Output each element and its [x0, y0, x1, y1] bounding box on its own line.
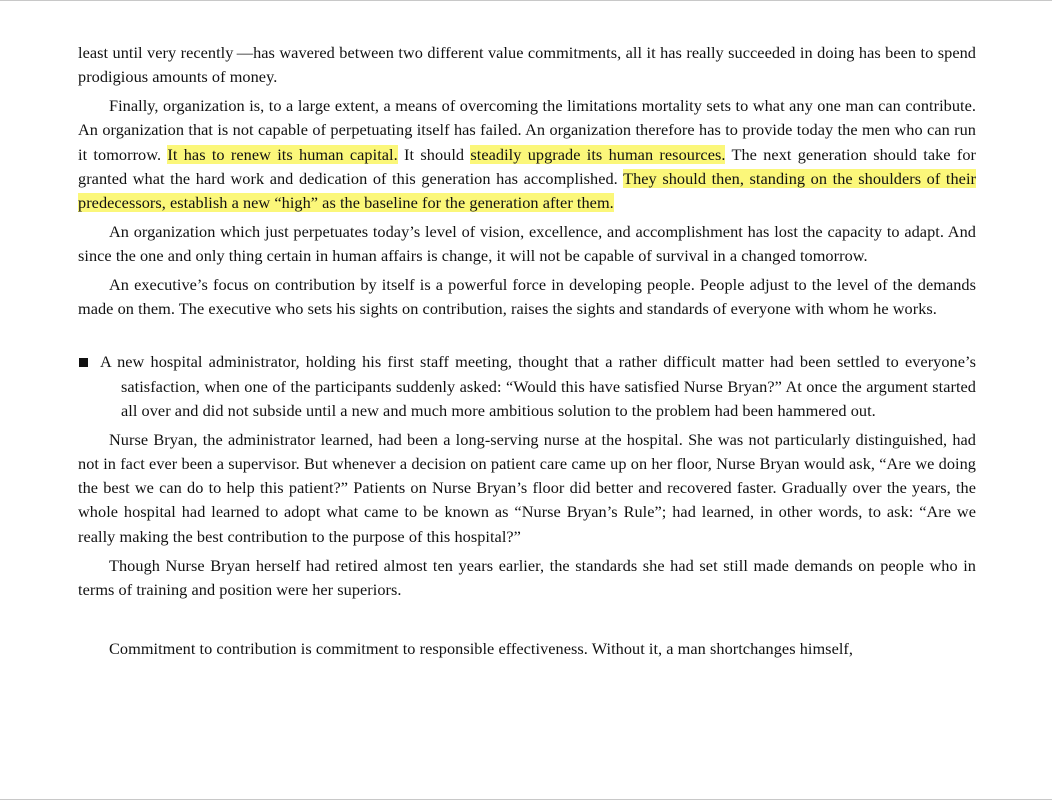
paragraph-continuation: least until very recently —has wavered between two different value commitments, all it has really succeeded in doing has been to spend prodigious amounts of money.	[78, 43, 976, 87]
paragraph-nurse-bryan: Nurse Bryan, the administrator learned, had been a long-serving nurse at the hospital. She was not particularly distinguished, had not in fact ever been a supervisor. But whenever a decision on patient care came up on her floor, Nurse Bryan would ask, “Are we doing the best we can do to help this patient?” Patients on Nurse Bryan’s floor did better and recovered faster. Gradually over the years, the whole hospital had learned to adopt what came to be known as “Nurse Bryan’s Rule”; had learned, in other words, to ask: “Are we really making the best contribution to the purpose of this hospital?”	[78, 429, 976, 546]
paragraph-organization	[78, 94, 976, 215]
bullet-paragraph	[78, 350, 976, 423]
page-text	[78, 41, 976, 666]
paragraph-executive-focus: An executive’s focus on contribution by itself is a powerful force in developing people. People adjust to the level of the demands made on them. The executive who sets his sights on contribution, raises the sights and standards of everyone with whom he works.	[78, 275, 976, 319]
text-run: Finally, organization is, to a large extent, a means of overcoming the limitations mortality sets to what any one man can contribute. An organization that is not capable of perpetuating itself has failed. An organization therefore has to provide today the men who can run it tomorrow.	[78, 96, 976, 164]
text-run: It should	[397, 144, 471, 164]
bullet-text: A new hospital administrator, holding his first staff meeting, thought that a rather difficult matter had been settled to everyone’s satisfaction, when one of the participants suddenly asked: “Would this have satisfied Nurse Bryan?” At once the argument started all over and did not subside until a new and much more ambitious solution to the problem had been hammered out.	[100, 352, 976, 420]
paragraph-commitment: Commitment to contribution is commitment to responsible effectiveness. Without it, a man shortchanges himself,	[109, 638, 854, 658]
spacer	[78, 326, 976, 350]
text-run: The next generation should take for granted what the hard work and dedication of this generation has accomplished.	[78, 144, 976, 188]
highlight-renew-capital[interactable]: It has to renew its human capital.	[167, 144, 398, 164]
square-bullet-icon	[79, 358, 88, 367]
highlight-new-high[interactable]: They should then, standing on the shoulders of their predecessors, establish a new “high” as the baseline for the generation after them.	[78, 168, 976, 213]
paragraph-retired: Though Nurse Bryan herself had retired almost ten years earlier, the standards she had set still made demands on people who in terms of training and position were her superiors.	[78, 555, 976, 599]
spacer	[78, 607, 976, 637]
paragraph-adapt: An organization which just perpetuates today’s level of vision, excellence, and accomplishment has lost the capacity to adapt. And since the one and only thing certain in human affairs is change, it will not be capable of survival in a changed tomorrow.	[78, 222, 976, 266]
highlight-upgrade-resources[interactable]: steadily upgrade its human resources.	[470, 144, 726, 164]
